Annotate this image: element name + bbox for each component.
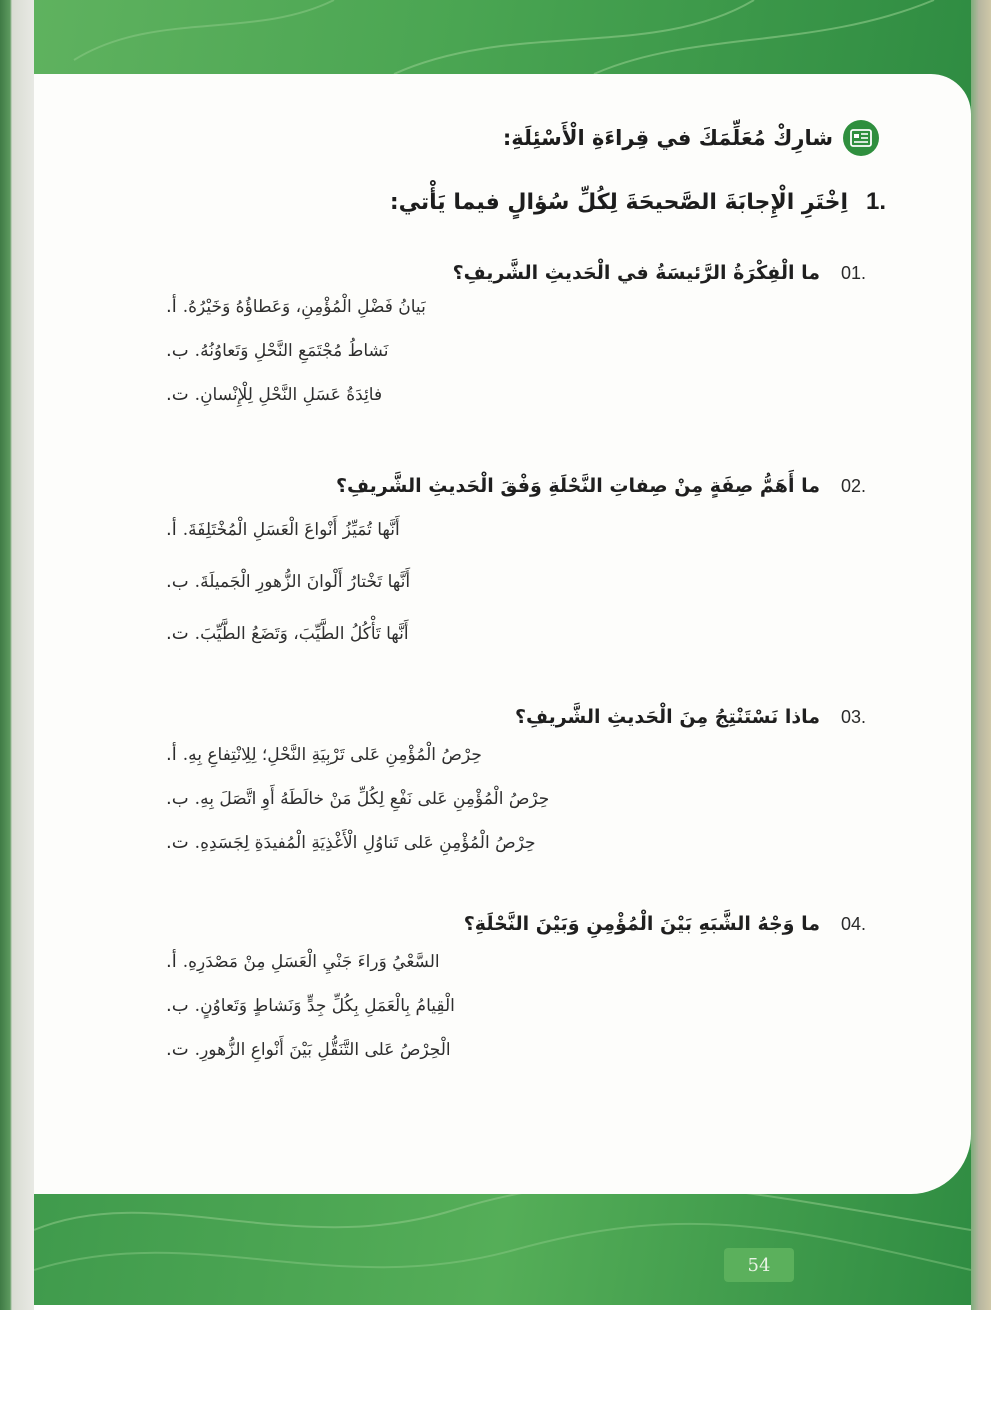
- option-text: حِرْصُ الْمُؤْمِنِ عَلى نَفْعِ لِكُلِّ مَنْ خالَطَهُ أَوِ اتَّصَلَ بِهِ.: [194, 789, 550, 809]
- option-letter: ب.: [166, 340, 189, 361]
- option-letter: أ.: [166, 744, 177, 765]
- question-04: [166, 913, 866, 1083]
- option-text: أَنَّها تَخْتارُ أَلْوانَ الزُّهورِ الْجَميلَةَ.: [194, 572, 411, 592]
- option-letter: ب.: [166, 571, 189, 592]
- question-number: 03.: [840, 707, 866, 727]
- option-text: السَّعْيُ وَراءَ جَنْيِ الْعَسَلِ مِنْ مَصْدَرِهِ.: [182, 952, 440, 972]
- option-letter: أ.: [166, 519, 177, 540]
- option-text: نَشاطُ مُجْتَمَعِ النَّحْلِ وَتَعاوُنُهُ.: [194, 341, 389, 361]
- option-letter: ت.: [166, 623, 189, 644]
- question-text: ما أَهَمُّ صِفَةٍ مِنْ صِفاتِ النَّحْلَةِ وَفْقَ الْحَديثِ الشَّريفِ؟: [336, 475, 820, 497]
- option-a[interactable]: [166, 296, 858, 340]
- option-letter: ت.: [166, 832, 189, 853]
- question-text: ماذا نَسْتَنْتِجُ مِنَ الْحَديثِ الشَّريفِ؟: [514, 706, 820, 728]
- question-text: ما الْفِكْرَةُ الرَّئيسَةُ في الْحَديثِ الشَّريفِ؟: [452, 262, 820, 284]
- question-number: 04.: [840, 914, 866, 934]
- option-letter: ت.: [166, 1039, 189, 1060]
- reading-card-icon: [843, 120, 879, 156]
- option-a[interactable]: [166, 744, 858, 788]
- option-text: أَنَّها تَأْكُلُ الطَّيِّبَ، وَتَضَعُ الطَّيِّبَ.: [194, 624, 409, 644]
- option-text: الْقِيامُ بِالْعَمَلِ بِكُلِّ جِدٍّ وَنَشاطٍ وَتَعاوُنٍ.: [194, 996, 455, 1016]
- option-letter: أ.: [166, 296, 177, 317]
- page-number: 54: [724, 1248, 794, 1282]
- exercise-instruction: اِخْتَرِ الْإِجابَةَ الصَّحيحَةَ لِكُلِّ سُؤالٍ فيما يَأْتي:: [389, 190, 848, 215]
- question-text: ما وَجْهُ الشَّبَهِ بَيْنَ الْمُؤْمِنِ وَبَيْنَ النَّحْلَةِ؟: [463, 913, 820, 935]
- option-letter: ب.: [166, 788, 189, 809]
- option-c[interactable]: [166, 1039, 858, 1083]
- section-header: [179, 120, 879, 156]
- option-a[interactable]: [166, 951, 858, 995]
- section-title: شارِكْ مُعَلِّمَكَ في قِراءَةِ الْأَسْئِلَةِ:: [502, 126, 833, 150]
- book-page-edge: [971, 0, 991, 1310]
- option-b[interactable]: [166, 340, 858, 384]
- option-c[interactable]: [166, 384, 858, 428]
- question-01: [166, 262, 866, 428]
- option-letter: ت.: [166, 384, 189, 405]
- exercise-heading: [236, 188, 886, 216]
- book-binding: [0, 0, 34, 1310]
- option-c[interactable]: [166, 832, 858, 876]
- option-letter: ب.: [166, 995, 189, 1016]
- option-letter: أ.: [166, 951, 177, 972]
- option-b[interactable]: [166, 571, 858, 623]
- option-b[interactable]: [166, 995, 858, 1039]
- option-text: حِرْصُ الْمُؤْمِنِ عَلى تَناوُلِ الْأَغْذِيَةِ الْمُفيدَةِ لِجَسَدِهِ.: [194, 833, 536, 853]
- exercise-number: 1.: [865, 188, 886, 215]
- question-number: 02.: [840, 476, 866, 496]
- question-03: [166, 706, 866, 876]
- question-02: [166, 475, 866, 675]
- option-text: حِرْصُ الْمُؤْمِنِ عَلى تَرْبِيَةِ النَّحْلِ؛ لِلِانْتِفاعِ بِهِ.: [182, 745, 482, 765]
- option-c[interactable]: [166, 623, 858, 675]
- option-text: الْحِرْصُ عَلى التَّنَقُّلِ بَيْنَ أَنْواعِ الزُّهورِ.: [194, 1040, 451, 1060]
- option-a[interactable]: [166, 519, 858, 571]
- option-text: بَيانُ فَضْلِ الْمُؤْمِنِ، وَعَطاؤُهُ وَخَيْرُهُ.: [182, 297, 426, 317]
- question-number: 01.: [840, 263, 866, 283]
- option-text: فائِدَةُ عَسَلِ النَّحْلِ لِلْإِنْسانِ.: [194, 385, 383, 405]
- option-text: أَنَّها تُمَيِّزُ أَنْواعَ الْعَسَلِ الْمُخْتَلِفَةَ.: [182, 520, 400, 540]
- option-b[interactable]: [166, 788, 858, 832]
